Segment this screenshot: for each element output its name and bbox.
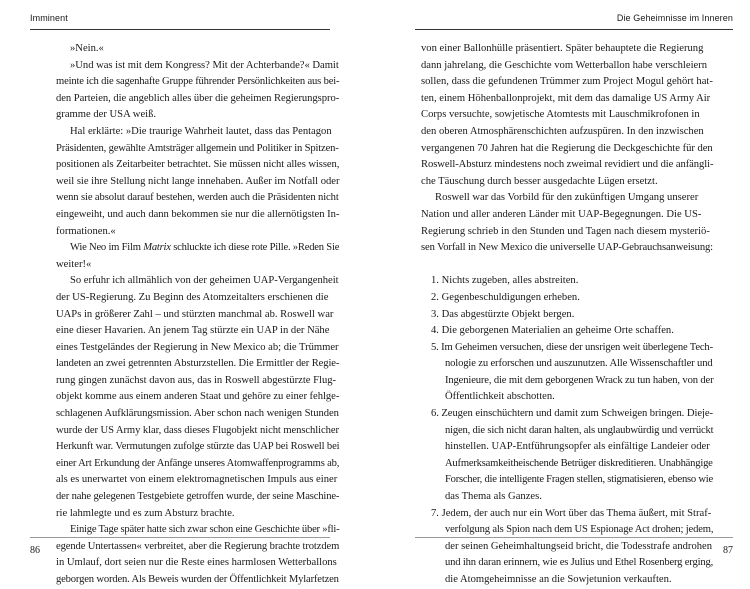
body-text xyxy=(421,41,713,589)
running-head: Die Geheimnisse im Inneren xyxy=(616,13,733,23)
text-line: der US-Regierung. Zu Beginn des Atomzeitalters erschienen die xyxy=(56,291,329,303)
text-line: eingeweiht, und auch dann bekommen sie nur die allernötigsten In- xyxy=(56,208,340,220)
text-line: »Und was ist mit dem Kongress? Mit der Achterbande?« Damit xyxy=(70,59,339,71)
text-line: weil sie ihre Stellung nicht lange innehaben. Außer im Notfall oder xyxy=(56,175,340,187)
text-line: der nahe gelegenen Testgebiete getroffen wurde, der seine Maschine- xyxy=(56,491,340,503)
list-item-continuation: Forscher, die intelligente Fragen stellen, stigmatisieren, ebenso wie xyxy=(445,474,713,486)
list-item-continuation: verfolgung als Spion nach dem US Espionage Act drohen; jedem, xyxy=(445,524,714,536)
text-line: Roswell war das Vorbild für den zukünftigen Umgang unserer xyxy=(435,192,699,204)
text-line: Nation und aller anderen Länder mit UAP-Begegnungen. Die US- xyxy=(421,208,702,220)
text-line: rie lahmlegte und es zum Absturz brachte. xyxy=(56,507,235,519)
text-line: als es unerwartet von einem elektromagnetischen Impuls aus einer xyxy=(56,474,338,486)
text-line: positionen als Zeitarbeiter betrachtet. Sie müssen nicht alles wissen, xyxy=(56,159,340,171)
text-line: objekt komme aus einem anderen Staat und gehöre zu einer fehlge- xyxy=(56,391,340,403)
header-rule xyxy=(415,29,733,30)
list-item-continuation: der seinen Geheimhaltungseid bricht, die Todesstrafe androhen xyxy=(445,540,713,552)
text-line: sollen, dass die gefundenen Trümmer zum Project Mogul gehört hat- xyxy=(421,76,713,88)
body-text xyxy=(56,41,339,589)
right-page xyxy=(375,0,750,583)
text-line: geborgen worden. Als Beweis wurden der Öffentlichkeit Mylarfetzen xyxy=(56,574,339,585)
text-line: einer Art Erkundung der Anfänge unseres Atomwaffenprogramms ab, xyxy=(56,457,340,469)
list-item-continuation: Öffentlichkeit abschotten. xyxy=(445,391,555,403)
text-line: landeten an zwei getrennten Absturzstellen. Die Ermittler der Regie- xyxy=(56,358,340,370)
list-item-continuation: nologie zu erforschen und auszunutzen. Alle Wissenschaftler und xyxy=(445,358,713,370)
text-line: che Täuschung durch besser ausgedachte Lügen ersetzt. xyxy=(421,175,658,187)
text-line: dann jahrelang, die Geschichte vom Wetterballon habe verschleiern xyxy=(421,59,708,71)
footer-rule xyxy=(30,537,330,538)
list-item: 4. Die geborgenen Materialien an geheime Orte schaffen. xyxy=(431,325,674,337)
text-line: egende Untertassen« verbreitet, aber die Regierung brachte trotzdem xyxy=(56,540,340,552)
text-line: weiter!« xyxy=(56,258,92,270)
header-rule xyxy=(30,29,330,30)
list-item: 1. Nichts zugeben, alles abstreiten. xyxy=(431,275,579,287)
running-head: Imminent xyxy=(30,13,68,23)
text-line: Präsidenten, gewählte Amtsträger allgemein und Politiker in Spitzen- xyxy=(56,142,339,154)
text-line: Hal erklärte: »Die traurige Wahrheit lautet, dass das Pentagon xyxy=(70,125,332,137)
paragraph-gap xyxy=(421,257,713,274)
list-item: 2. Gegenbeschuldigungen erheben. xyxy=(431,291,580,303)
text-line: den Parteien, die angeblich alles über die geheimen Regierungspro- xyxy=(56,92,340,104)
list-item-continuation: Aufmerksamkeitheischende Betrüger diskreditieren. Unabhängige xyxy=(445,457,713,469)
text-line: von einer Ballonhülle präsentiert. Später behauptete die Regierung xyxy=(421,43,704,54)
text-line: vergangenen 70 Jahren hat die Regierung die Deckgeschichte für den xyxy=(421,142,713,154)
list-item: 7. Jedem, der auch nur ein Wort über das Thema äußert, mit Straf- xyxy=(431,507,712,519)
text-line: Wie Neo im Film Matrix schluckte ich diese rote Pille. »Reden Sie xyxy=(70,242,340,254)
list-item-continuation: und ihn daran erinnern, wie es Julius und Ethel Rosenberg erging, xyxy=(445,557,714,569)
text-line: ten, einem Höhenballonprojekt, mit dem das damalige US Army Air xyxy=(421,92,711,104)
list-item: 6. Zeugen einschüchtern und damit zum Schweigen bringen. Dieje- xyxy=(431,408,713,420)
text-line: eines Testgeländes der Regierung in New Mexico ab; die Trümmer xyxy=(56,341,339,353)
text-line: Herkunft war. Vermutungen zufolge stürzte das UAP bei Roswell bei xyxy=(56,441,340,453)
list-item-continuation: nigen, die sich nicht daran halten, als unglaubwürdig und verrückt xyxy=(445,424,714,436)
text-line: formationen.« xyxy=(56,225,116,237)
text-line: sen Vorfall in New Mexico die universelle UAP-Gebrauchsanweisung: xyxy=(421,242,713,254)
page-number: 86 xyxy=(30,545,40,556)
text-line: schlagenen Aufklärungsmission. Aber schon nach wenigen Stunden xyxy=(56,408,339,420)
text-line: rung gingen zunächst davon aus, das in Roswell abgestürzte Flug- xyxy=(56,374,337,386)
list-item-continuation: die Atomgeheimnisse an die Sowjetunion verkauften. xyxy=(445,574,672,585)
text-line: Roswell-Absturz mindestens noch zweimal revidiert und die anfängli- xyxy=(421,159,714,171)
left-page xyxy=(0,0,375,583)
text-line: So erfuhr ich allmählich von der geheimen UAP-Vergangenheit xyxy=(70,275,339,287)
text-line: in Umlauf, dort seien nur die Reste eines harmlosen Wetterballons xyxy=(56,557,337,569)
list-item-continuation: Ingenieure, die mit dem geborgenen Wrack zu tun haben, von der xyxy=(445,374,714,386)
page-number: 87 xyxy=(723,545,733,556)
text-line: Regierung schrieb in den Stunden und Tagen nach diesem mysteriö- xyxy=(421,225,710,237)
text-line: Corps versuchte, sowjetische Atomtests mit Lauschmikrofonen in xyxy=(421,109,700,121)
list-item: 5. Im Geheimen versuchen, diese der unsrigen weit überlegene Tech- xyxy=(431,341,713,353)
text-line: den oberen Atmosphärenschichten aufzuspüren. In den inzwischen xyxy=(421,125,704,137)
list-item-continuation: das Thema als Ganzes. xyxy=(445,491,542,503)
text-line: wurde der US Army klar, dass dieses Flugobjekt nicht menschlicher xyxy=(56,424,339,436)
text-line: meinte ich die sagenhafte Gruppe führender Persönlichkeiten aus bei- xyxy=(56,76,340,88)
text-line: Einige Tage später hatte sich zwar schon eine Geschichte über »fli- xyxy=(70,524,340,536)
list-item-continuation: hinstellen. UAP-Entführungsopfer als einfältige Landeier oder xyxy=(445,441,710,453)
text-line: eine dieser Havarien. An jenem Tag stürzte ein UAP in der Nähe xyxy=(56,325,330,337)
footer-rule xyxy=(415,537,733,538)
list-item: 3. Das abgestürzte Objekt bergen. xyxy=(431,308,575,320)
text-line: gramme der USA weiß. xyxy=(56,109,157,121)
text-line: wenn sie absolut darauf bestehen, werden auch die Präsidenten nicht xyxy=(56,192,339,204)
text-line: UAPs in größerer Zahl – und stürzten manchmal ab. Roswell war xyxy=(56,308,334,320)
text-line: »Nein.« xyxy=(70,43,104,54)
